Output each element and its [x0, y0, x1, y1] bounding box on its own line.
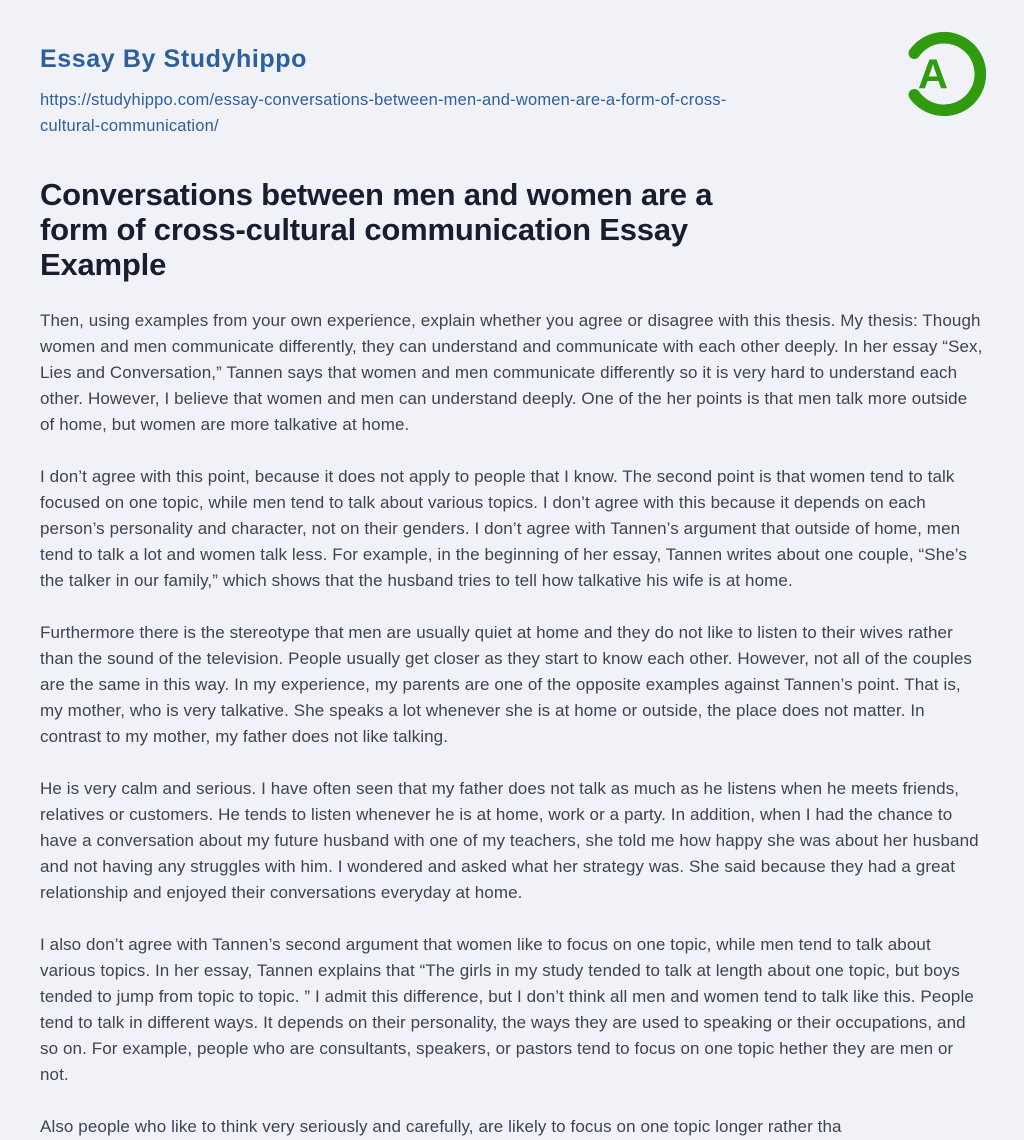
- header-text-block: [40, 44, 726, 139]
- studyhippo-logo-icon: [900, 30, 988, 118]
- article-content: [0, 177, 1024, 1140]
- url-line-1: https://studyhippo.com/essay-conversations-between-men-and-women-are-a-form-of-cross-: [40, 91, 727, 109]
- essay-title: [40, 177, 984, 282]
- site-label: Essay By Studyhippo: [40, 45, 308, 73]
- essay-paragraph: Then, using examples from your own experience, explain whether you agree or disagree with this thesis. My thesis: Though women and men communicate differently, they can understand and communicate with each other deeply. In her essay “Sex, Lies and Conversation,” Tannen says that women and men communicate differently so it is very hard to understand each other. However, I believe that women and men can understand deeply. One of the her points is that men talk more outside of home, but women are more talkative at home.: [40, 311, 983, 435]
- essay-paragraph: Also people who like to think very seriously and carefully, are likely to focus on one topic longer rather tha: [40, 1117, 842, 1137]
- essay-paragraph: Furthermore there is the stereotype that men are usually quiet at home and they do not like to listen to their wives rather than the sound of the television. People usually get closer as they start to know each other. However, not all of the couples are the same in this way. In my experience, my parents are one of the opposite examples against Tannen’s point. That is, my mother, who is very talkative. She speaks a lot whenever she is at home or outside, the place does not matter. In contrast to my mother, my father does not like talking.: [40, 623, 973, 747]
- url-line-2: cultural-communication/: [40, 116, 219, 135]
- page-url-link[interactable]: [40, 88, 726, 139]
- essay-paragraph: I don’t agree with this point, because it does not apply to people that I know. The second point is that women tend to talk focused on one topic, while men tend to talk about various topics. I don’t agree with this because it depends on each person’s personality and character, not on their genders. I don’t agree with Tannen’s argument that outside of home, men tend to talk a lot and women talk less. For example, in the beginning of her essay, Tannen writes about one couple, “She’s the talker in our family,” which shows that the husband tries to tell how talkative his wife is at home.: [40, 467, 967, 591]
- title-line-1: Conversations between men and women are a: [40, 177, 713, 213]
- logo-letter: A: [917, 50, 949, 98]
- essay-paragraphs: [40, 308, 984, 1140]
- title-line-3: Example: [40, 247, 167, 283]
- essay-paragraph: I also don’t agree with Tannen’s second argument that women like to focus on one topic, while men tend to talk about various topics. In her essay, Tannen explains that “The girls in my study tended to talk at length about one topic, but boys tended to jump from topic to topic. ” I admit this difference, but I don’t think all men and women tend to talk like this. People tend to talk in different ways. It depends on their personality, the ways they are used to speaking or their occupations, and so on. For example, people who are consultants, speakers, or pastors tend to focus on one topic hether they are men or not.: [40, 935, 974, 1085]
- header: [0, 0, 1024, 139]
- title-line-2: form of cross-cultural communication Essay: [40, 212, 688, 248]
- essay-paragraph: He is very calm and serious. I have often seen that my father does not talk as much as he listens when he meets friends, relatives or customers. He tends to listen whenever he is at home, work or a party. In addition, when I had the chance to have a conversation about my future husband with one of my teachers, she told me how happy she was about her husband and not having any struggles with him. I wondered and asked what her strategy was. She said because they had a great relationship and enjoyed their conversations everyday at home.: [40, 779, 979, 903]
